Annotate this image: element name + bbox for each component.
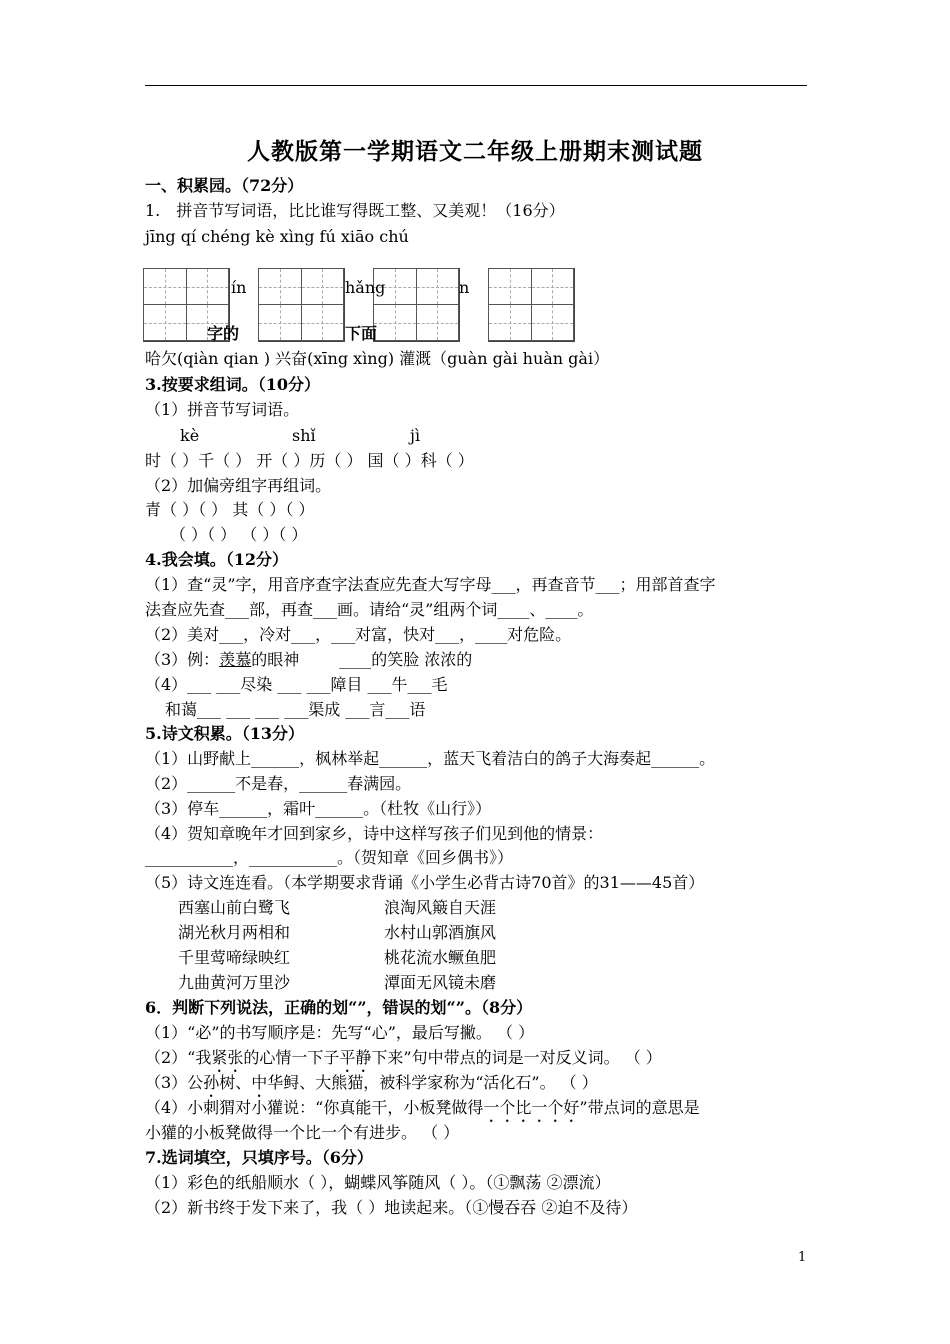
poem-left-1: 西塞山前白鹭飞 xyxy=(178,898,291,917)
q5-line2: （2）______不是春，______春满园。 xyxy=(145,774,412,793)
q4-example-rest: 的眼神 xyxy=(251,650,300,669)
q6-l2-a: （2）“我 xyxy=(145,1048,212,1067)
writing-grid-2[interactable] xyxy=(258,268,345,342)
q4-line4 xyxy=(145,650,472,670)
writing-grid-4[interactable] xyxy=(488,268,575,342)
hidden-text: hǎng xyxy=(345,278,386,297)
page-title: 人教版第一学期语文二年级上册期末测试题 xyxy=(247,138,703,165)
q3-part1: （1）拼音节写词语。 xyxy=(145,400,300,419)
q6-line1: （1）“必”的书写顺序是：先写“心”，最后写撇。 （ ） xyxy=(145,1023,535,1042)
q6-l4-dot: 一个比一个好 xyxy=(483,1098,580,1117)
section-1-heading: 一、积累园。（72分） xyxy=(145,176,304,195)
q1-instruction: 1. 拼音节写词语，比比谁写得既工整、又美观！（16分） xyxy=(145,201,565,220)
poem-right-1: 浪淘风簸自天涯 xyxy=(384,898,497,917)
q4-example-word: 羡慕 xyxy=(219,650,252,669)
q5-line1: （1）山野献上______，枫林举起______，蓝天飞着洁白的鸽子大海奏起______。 xyxy=(145,749,716,768)
poem-left-2: 湖光秋月两相和 xyxy=(178,923,291,942)
q3-pinyin-3: jì xyxy=(410,426,421,445)
hidden-text: 下面 xyxy=(345,324,378,343)
q5-heading: 5.诗文积累。（13分） xyxy=(145,724,304,743)
q6-l3-c: 华鲟、大熊猫，被科学家称为“活化石”。 （ ） xyxy=(267,1073,598,1092)
writing-grid-3[interactable] xyxy=(373,268,460,342)
q6-heading: 6．判断下列说法，正确的划“”，错误的划“”。（8分） xyxy=(145,998,533,1017)
q2-options: 哈欠(qiàn qian ) 兴奋(xīng xìng) 灌溉（guàn gài huàn gài） xyxy=(145,349,610,368)
q3-radicals-2: （ ）（ ） （ ）（ ） xyxy=(170,525,308,544)
q7-heading: 7.选词填空，只填序号。（6分） xyxy=(145,1148,373,1167)
q3-heading: 3.按要求组词。（10分） xyxy=(145,375,320,394)
q3-part2: （2）加偏旁组字再组词。 xyxy=(145,476,332,495)
q3-blanks: 时（ ）千（ ） 开（ ）历（ ） 国（ ）科（ ） xyxy=(145,451,474,470)
q3-pinyin-2: shǐ xyxy=(292,426,316,445)
q1-pinyin: jīng qí chéng kè xìng fú xiāo chú xyxy=(145,227,409,246)
q5-line5: ___________，___________。（贺知章《回乡偶书》） xyxy=(145,848,514,867)
q4-line5: （4）___ ___尽染 ___ ___障目 ___牛___毛 xyxy=(145,675,448,694)
page-number: 1 xyxy=(798,1250,807,1265)
q6-l2-b: 的心情一下子 xyxy=(243,1048,340,1067)
poem-right-3: 桃花流水鳜鱼肥 xyxy=(384,948,497,967)
q6-line4 xyxy=(145,1098,700,1126)
q7-line2: （2）新书终于发下来了，我（ ）地读起来。（①慢吞吞 ②迫不及待） xyxy=(145,1198,638,1217)
q3-radicals-1: 青（ ）（ ） 其（ ）（ ） xyxy=(145,500,315,519)
poem-right-2: 水村山郭酒旗风 xyxy=(384,923,497,942)
q4-line1: （1）查“灵”字，用音序查字法查应先查大写字母___，再查音节___；用部首查字 xyxy=(145,575,716,594)
q7-line1: （1）彩色的纸船顺水（ ），蝴蝶风筝随风（ ）。（①飘荡 ②漂流） xyxy=(145,1173,611,1192)
q6-line3 xyxy=(145,1073,598,1101)
q3-pinyin-1: kè xyxy=(180,426,200,445)
q6-l3-a: （3）公 xyxy=(145,1073,204,1092)
q6-l3-b: 树、 xyxy=(219,1073,252,1092)
q4-line6: 和蔼___ ___ ___ ___渠成 ___言___语 xyxy=(165,700,426,719)
q6-l4-a: （4）小刺猬对小獾说：“你真能干，小板凳做得 xyxy=(145,1098,484,1117)
q4-line3: （2）美对___，冷对___，___对富，快对___，____对危险。 xyxy=(145,625,572,644)
q5-line3: （3）停车______，霜叶______。（杜牧《山行》） xyxy=(145,799,492,818)
hidden-text: n xyxy=(459,278,470,297)
q4-example-label: （3）例： xyxy=(145,650,220,669)
poem-left-3: 千里莺啼绿映红 xyxy=(178,948,291,967)
q6-line5: 小獾的小板凳做得一个比一个有进步。 （ ） xyxy=(145,1123,460,1142)
q6-l3-dot2: 中 xyxy=(251,1073,268,1092)
header-rule xyxy=(145,85,807,86)
q6-l3-dot1: 孙 xyxy=(203,1073,220,1092)
poem-right-4: 潭面无风镜未磨 xyxy=(384,973,497,992)
q4-heading: 4.我会填。（12分） xyxy=(145,550,288,569)
q6-l2-dot1: 紧张 xyxy=(211,1048,244,1067)
q5-line4: （4）贺知章晚年才回到家乡，诗中这样写孩子们见到他的情景： xyxy=(145,824,604,843)
hidden-text: ín xyxy=(231,278,247,297)
hidden-text: 字的 xyxy=(207,324,240,343)
q6-l2-dot2: 平静 xyxy=(339,1048,372,1067)
q5-line6: （5）诗文连连看。（本学期要求背诵《小学生必背古诗70首》的31——45首） xyxy=(145,873,705,892)
q6-l4-b: ”带点词的意思是 xyxy=(579,1098,700,1117)
q6-line2 xyxy=(145,1048,662,1076)
q6-l2-c: 下来”句中带点的词是一对反义词。 （ ） xyxy=(371,1048,662,1067)
q4-example-blank: ____的笑脸 浓浓的 xyxy=(339,650,473,669)
q4-line2: 法查应先查___部，再查___画。请给“灵”组两个词____、____。 xyxy=(145,600,594,619)
poem-left-4: 九曲黄河万里沙 xyxy=(178,973,291,992)
